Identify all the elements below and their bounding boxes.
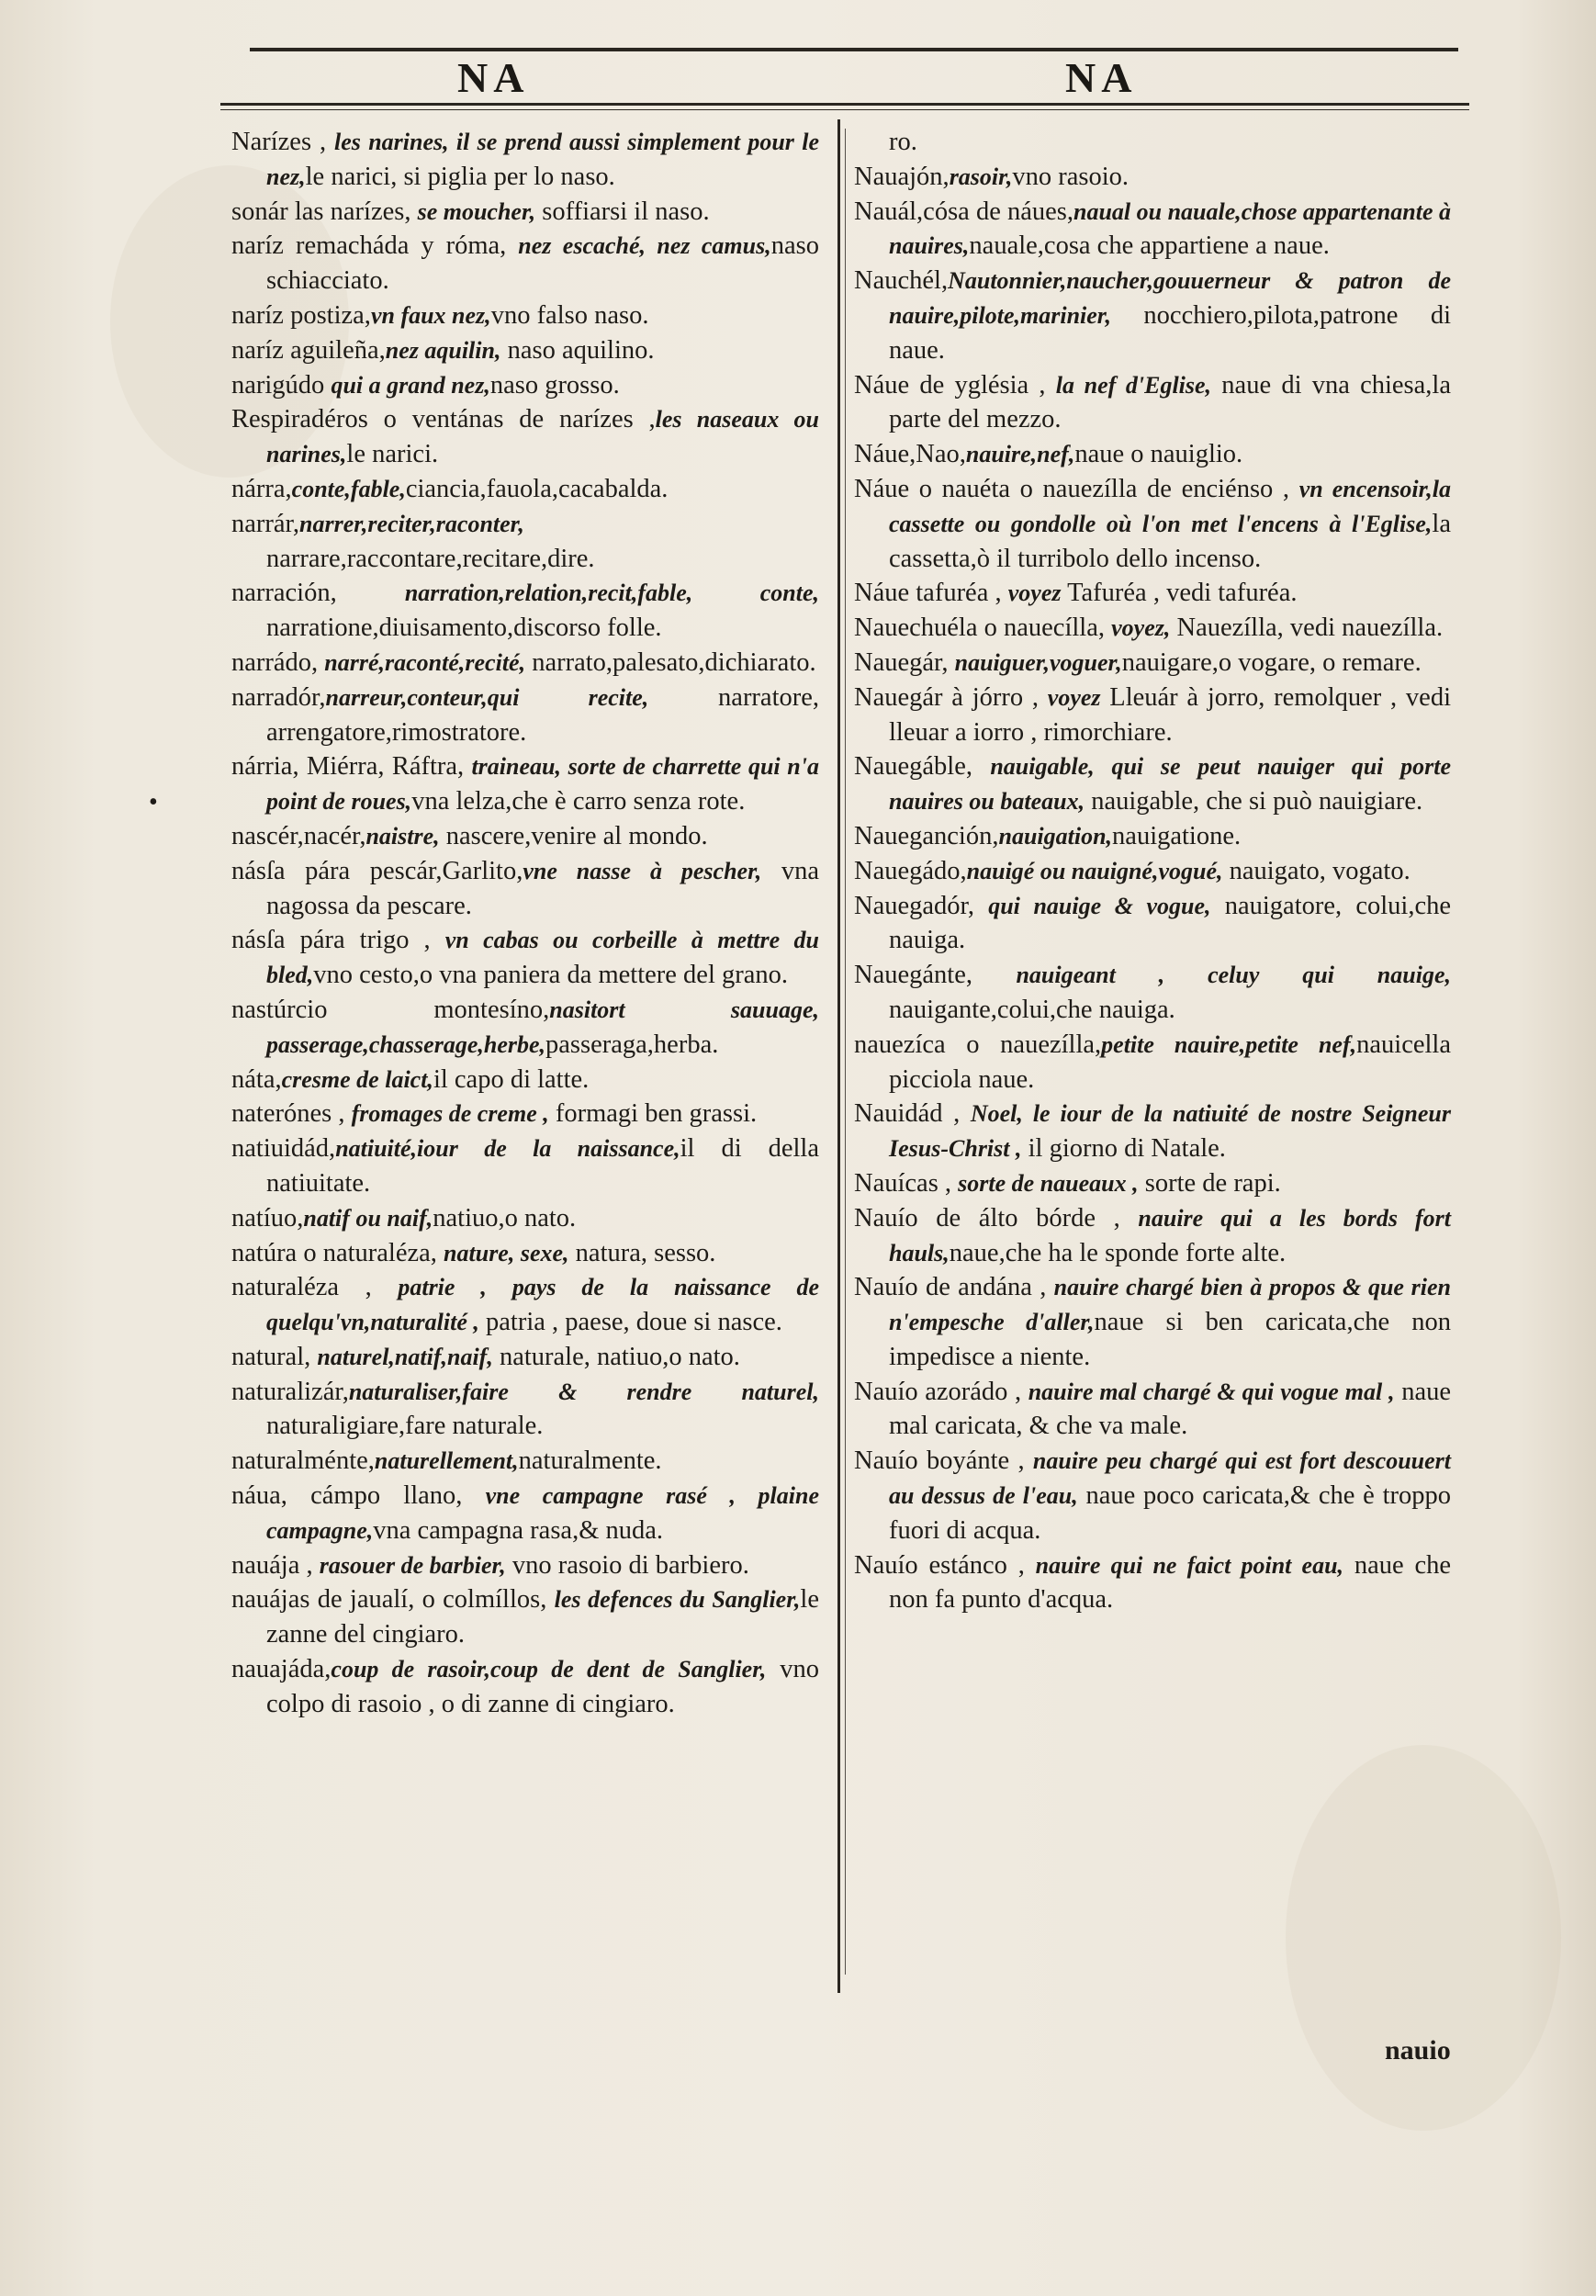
entry-italian-gloss: naso schiacciato. (266, 231, 819, 296)
entry-french-gloss: naturaliser,faire & rendre naturel, (348, 1378, 819, 1405)
dictionary-entry (231, 1652, 819, 1722)
entry-italian-gloss: naue poco caricata,& che è troppo fuori di acqua. (889, 1481, 1451, 1545)
entry-italian-gloss: nascere,venire al mondo. (439, 821, 708, 850)
dictionary-entry (854, 819, 1451, 854)
dictionary-entry (231, 819, 819, 854)
entry-french-gloss: natif ou naif, (303, 1204, 433, 1232)
entry-headword: Nauío de andána , (854, 1273, 1054, 1302)
entry-italian-gloss: nauigato, vogato. (1222, 856, 1411, 885)
dictionary-entry (854, 1270, 1451, 1374)
entry-headword: Nauío estánco , (854, 1550, 1036, 1580)
entry-italian-gloss: natura, sesso. (568, 1238, 716, 1267)
entry-french-gloss: fromages de creme , (351, 1100, 549, 1128)
entry-headword: Nauegadór, (854, 891, 989, 920)
dictionary-entry (231, 125, 819, 195)
entry-headword: náta, (231, 1064, 282, 1094)
dictionary-entry (854, 1548, 1451, 1618)
entry-french-gloss: qui a grand nez, (331, 371, 490, 399)
entry-headword: Nauchél, (854, 266, 949, 296)
entry-headword: Náue tafuréa , (854, 579, 1008, 608)
dictionary-entry (854, 1028, 1451, 1097)
entry-french-gloss: vn faux nez, (370, 301, 491, 329)
entry-italian-gloss: naue si ben caricata,che non impedisce a niente. (889, 1308, 1451, 1371)
entry-italian-gloss: nauigante,colui,che nauiga. (889, 995, 1175, 1024)
entry-headword: nauája , (231, 1550, 320, 1580)
entry-italian-gloss: le narici, si piglia per lo naso. (305, 162, 615, 191)
entry-headword: nascér,nacér, (231, 821, 366, 850)
entry-italian-gloss: naturaligiare,fare naturale. (266, 1412, 544, 1441)
entry-french-gloss: nauire mal chargé & qui vogue mal , (1028, 1378, 1395, 1405)
entry-french-gloss: nauigation, (998, 822, 1113, 850)
entry-italian-gloss: formagi ben grassi. (548, 1099, 758, 1129)
entry-french-gloss: la nef d'Eglise, (1055, 371, 1212, 399)
entry-french-gloss: vne campagne rasé , plaine campagne, (266, 1482, 819, 1544)
entry-headword: narrár, (231, 509, 300, 538)
entry-headword: Nauegár à jórro , (854, 682, 1048, 712)
entry-french-gloss: sorte de naueaux , (958, 1169, 1139, 1197)
dictionary-entry (231, 402, 819, 472)
dictionary-entry (231, 646, 819, 681)
entry-french-gloss: vn encensoir,la cassette ou gondolle où l'on met l'encens à l'Eglise, (889, 475, 1451, 537)
entry-french-gloss: les defences du Sanglier, (554, 1586, 801, 1614)
entry-italian-gloss: naso grosso. (489, 370, 620, 400)
dictionary-entry (231, 993, 819, 1063)
dictionary-entry (854, 889, 1451, 959)
entry-italian-gloss: Nauezílla, vedi nauezílla. (1170, 613, 1444, 643)
entry-french-gloss: narreur,conteur,qui recite, (325, 683, 649, 711)
dictionary-entry (854, 437, 1451, 472)
entry-french-gloss: nature, sexe, (444, 1239, 569, 1266)
dictionary-entry (854, 681, 1451, 750)
dictionary-entry (231, 681, 819, 750)
dictionary-entry (231, 749, 819, 819)
entry-french-gloss: les narines, il se prend aussi simplement pour le nez, (266, 129, 819, 190)
entry-headword: Nauío boyánte , (854, 1446, 1033, 1476)
entry-italian-gloss: il capo di latte. (433, 1064, 590, 1094)
dictionary-entry (231, 923, 819, 993)
running-head-right: NA (1065, 54, 1138, 101)
dictionary-entry (231, 298, 819, 333)
entry-french-gloss: voyez, (1111, 614, 1171, 642)
entry-french-gloss: naturellement, (374, 1447, 519, 1475)
entry-french-gloss: rasouer de barbier, (319, 1551, 506, 1579)
dictionary-entry (231, 472, 819, 507)
entry-italian-gloss: narrato,palesato,dichiarato. (525, 647, 816, 677)
dictionary-entry (231, 333, 819, 368)
entry-italian-gloss: passeraga,herba. (545, 1030, 719, 1059)
entry-headword: naterónes , (231, 1099, 352, 1129)
entry-headword: Nauícas , (854, 1168, 959, 1198)
entry-italian-gloss: natiuo,o nato. (433, 1203, 577, 1232)
header-rule-thin (220, 109, 1469, 110)
dictionary-entry (231, 1340, 819, 1375)
entry-italian-gloss: vno rasoio. (1012, 162, 1129, 191)
dictionary-entry (231, 1131, 819, 1201)
dictionary-entry (854, 611, 1451, 646)
dictionary-entry (231, 854, 819, 924)
entry-french-gloss: naistre, (365, 822, 440, 850)
entry-headword: naríz aguileña, (231, 335, 386, 365)
dictionary-entry (854, 854, 1451, 889)
dictionary-entry (231, 1479, 819, 1548)
running-head-left: NA (457, 54, 530, 101)
dictionary-entry (854, 1444, 1451, 1548)
entry-italian-gloss: vno falso naso. (490, 300, 649, 330)
entry-italian-gloss: sorte de rapi. (1138, 1168, 1281, 1198)
entry-french-gloss: nauire,nef, (965, 441, 1075, 468)
entry-french-gloss: narrer,reciter,raconter, (299, 510, 524, 537)
entry-italian-gloss: narrare,raccontare,recitare,dire. (266, 544, 595, 573)
entry-french-gloss: les naseaux ou narines, (266, 406, 819, 468)
entry-italian-gloss: vno rasoio di barbiero. (505, 1550, 749, 1580)
entry-french-gloss: nauigable, qui se peut nauiger qui porte nauires ou bateaux, (889, 753, 1451, 816)
dictionary-entry (231, 1548, 819, 1583)
entry-headword: Nauechuéla o nauecílla, (854, 613, 1112, 643)
entry-french-gloss: Nautonnier,naucher,gouuerneur & patron de nauire,pilote,marinier, (889, 267, 1451, 329)
entry-headword: nárria, Miérra, Ráftra, (231, 752, 472, 782)
dictionary-entry (854, 160, 1451, 195)
right-column (854, 125, 1451, 1617)
entry-italian-gloss: il di della natiuitate. (266, 1134, 819, 1198)
entry-headword: naríz postiza, (231, 300, 371, 330)
entry-headword: nárra, (231, 474, 292, 503)
entry-italian-gloss: vna campagna rasa,& nuda. (373, 1515, 664, 1545)
entry-french-gloss: nauire qui a les bords fort hauls, (889, 1204, 1451, 1266)
entry-headword: narrádo, (231, 647, 325, 677)
dictionary-entry (854, 195, 1451, 264)
dictionary-entry (231, 1375, 819, 1445)
entry-italian-gloss: vna lelza,che è carro senza rote. (411, 787, 746, 816)
dictionary-entry (854, 472, 1451, 576)
entry-italian-gloss: le narici. (346, 440, 439, 469)
entry-french-gloss: coup de rasoir,coup de dent de Sanglier, (331, 1656, 767, 1683)
entry-headword: nastúrcio montesíno, (231, 995, 550, 1024)
entry-french-gloss: voyez (1047, 683, 1101, 711)
entry-italian-gloss: narratione,diuisamento,discorso folle. (266, 613, 662, 643)
entry-headword: násſa pára pescár,Garlito, (231, 856, 523, 885)
entry-french-gloss: nez aquilin, (385, 336, 501, 364)
entry-headword: Nauegáble, (854, 752, 991, 782)
entry-headword: natúra o naturaléza, (231, 1238, 444, 1267)
paper-stain (1286, 1745, 1561, 2131)
dictionary-entry (231, 1236, 819, 1271)
dictionary-entry (854, 1166, 1451, 1201)
dictionary-entry (231, 576, 819, 646)
entry-headword: narración, (231, 579, 405, 608)
entry-italian-gloss: vno cesto,o vna paniera da mettere del grano. (313, 961, 789, 990)
entry-headword: Respiradéros o ventánas de narízes , (231, 405, 656, 434)
entry-french-gloss: Noel, le iour de la natiuité de nostre Seigneur Iesus-Christ , (889, 1100, 1451, 1163)
entry-headword: narigúdo (231, 370, 332, 400)
dictionary-entry (854, 958, 1451, 1028)
entry-french-gloss: nez escaché, nez camus, (518, 232, 771, 260)
entry-french-gloss: nauigé ou nauigné,vogué, (966, 857, 1223, 884)
catchword: nauio (1385, 2035, 1451, 2065)
entry-headword: Náue,Nao, (854, 440, 966, 469)
entry-italian-gloss: nocchiero,pilota,patrone di naue. (889, 300, 1451, 365)
entry-french-gloss: traineau, sorte de charrette qui n'a point de roues, (266, 753, 819, 816)
dictionary-entry (854, 749, 1451, 819)
column-divider-thin (845, 129, 846, 1975)
entry-french-gloss: naual ou nauale,chose appartenante à nauires, (889, 197, 1451, 260)
entry-headword: Naueganción, (854, 821, 999, 850)
entry-headword: sonár las narízes, (231, 197, 418, 226)
entry-french-gloss: conte,fable, (291, 475, 406, 502)
entry-french-gloss: nasitort sauuage, passerage,chasserage,herbe, (266, 996, 819, 1058)
entry-french-gloss: natiuité,iour de la naissance, (335, 1135, 680, 1163)
dictionary-entry (231, 1063, 819, 1097)
entry-italian-gloss: nauale,cosa che appartiene a naue. (969, 231, 1330, 261)
entry-headword: Nauío azorádo , (854, 1377, 1028, 1406)
dictionary-entry (231, 1201, 819, 1236)
entry-headword: násſa pára trigo , (231, 926, 445, 955)
dictionary-entry (231, 195, 819, 230)
entry-italian-gloss: nauicella picciola naue. (889, 1030, 1451, 1094)
dictionary-entry (231, 1582, 819, 1652)
entry-headword: nauajáda, (231, 1655, 332, 1684)
entry-french-gloss: vn cabas ou corbeille à mettre du bled, (266, 927, 819, 989)
entry-headword: Náue de yglésia , (854, 370, 1056, 400)
entry-italian-gloss: ciancia,fauola,cacabalda. (405, 474, 669, 503)
entry-italian-gloss: naue o nauiglio. (1074, 440, 1243, 469)
entry-french-gloss: nauire chargé bien à propos & que rien n'empesche d'aller, (889, 1274, 1451, 1336)
entry-italian-gloss: nauigatione. (1112, 821, 1242, 850)
dictionary-entry (231, 368, 819, 403)
entry-headword: naríz remacháda y róma, (231, 231, 519, 261)
entry-french-gloss: qui nauige & vogue, (988, 892, 1211, 919)
entry-headword: Nauál,cósa de náues, (854, 197, 1073, 226)
entry-french-gloss: rasoir, (949, 163, 1013, 190)
entry-headword: Náue o nauéta o nauezílla de enciénso , (854, 474, 1299, 503)
entry-headword: Nauidád , (854, 1099, 971, 1129)
entry-italian-gloss: naue di vna chiesa,la parte del mezzo. (889, 370, 1451, 434)
entry-italian-gloss: Lleuár à jorro, remolquer , vedi lleuar a iorro , rimorchiare. (889, 682, 1451, 747)
margin-marker: • (149, 788, 158, 816)
entry-headword: Nauío de álto bórde , (854, 1203, 1139, 1232)
entry-headword: naturalménte, (231, 1446, 375, 1476)
entry-headword: Nauegánte, (854, 961, 1017, 990)
entry-headword: natiuidád, (231, 1134, 336, 1164)
entry-italian-gloss: naturale, natiuo,o nato. (492, 1342, 740, 1371)
entry-headword: naturalizár, (231, 1377, 349, 1406)
entry-italian-gloss: vno colpo di rasoio , o di zanne di cingiaro. (266, 1655, 819, 1718)
dictionary-entry (854, 1375, 1451, 1445)
entry-italian-gloss: Tafuréa , vedi tafuréa. (1061, 579, 1298, 608)
dictionary-entry (854, 576, 1451, 611)
entry-french-gloss: voyez (1007, 580, 1062, 607)
top-rule (250, 48, 1458, 51)
entry-headword: narradór, (231, 682, 326, 712)
entry-italian-gloss: naue che non fa punto d'acqua. (889, 1550, 1451, 1615)
entry-italian-gloss: la cassetta,ò il turribolo dello incenso. (889, 509, 1451, 573)
continuation-fragment: ro. (889, 128, 917, 156)
entry-french-gloss: naturel,natif,naif, (317, 1343, 493, 1370)
dictionary-entry (231, 1097, 819, 1131)
dictionary-entry (854, 368, 1451, 438)
entry-french-gloss: nauire peu chargé qui est fort descouuert au dessus de l'eau, (889, 1447, 1451, 1510)
entry-french-gloss: narration,relation,recit,fable, conte, (404, 580, 819, 607)
dictionary-entry (231, 507, 819, 577)
entry-french-gloss: narré,raconté,recité, (324, 648, 526, 676)
entry-headword: nauezíca o nauezílla, (854, 1030, 1102, 1059)
entry-french-gloss: nauiguer,voguer, (954, 648, 1122, 676)
entry-italian-gloss: le zanne del cingiaro. (266, 1585, 819, 1649)
entry-headword: Nauegár, (854, 647, 955, 677)
entry-italian-gloss: naue,che ha le sponde forte alte. (949, 1238, 1287, 1267)
dictionary-entry (231, 229, 819, 298)
entry-french-gloss: cresme de laict, (281, 1065, 433, 1093)
entry-headword: natíuo, (231, 1203, 304, 1232)
dictionary-entry (854, 1201, 1451, 1271)
dictionary-entry (854, 264, 1451, 367)
entry-italian-gloss: patria , paese, doue si nasce. (478, 1308, 782, 1337)
entry-italian-gloss: naso aquilino. (500, 335, 655, 365)
entry-headword: Narízes , (231, 128, 335, 156)
entry-headword: Nauajón, (854, 162, 950, 191)
entry-french-gloss: patrie , pays de la naissance de quelqu'vn,naturalité , (266, 1274, 820, 1336)
dictionary-entry (854, 646, 1451, 681)
entry-french-gloss: se moucher, (417, 197, 536, 225)
entry-italian-gloss: naturalmente. (518, 1446, 662, 1476)
dictionary-entry (854, 1097, 1451, 1166)
entry-french-gloss: petite nauire,petite nef, (1101, 1030, 1357, 1058)
entry-italian-gloss: narratore, arrengatore,rimostratore. (266, 682, 820, 747)
entry-headword: náua, cámpo llano, (231, 1481, 486, 1511)
entry-italian-gloss: nauigare,o vogare, o remare. (1121, 647, 1422, 677)
entry-italian-gloss: naue mal caricata, & che va male. (889, 1377, 1451, 1441)
entry-italian-gloss: vna nagossa da pescare. (266, 856, 819, 920)
column-divider (837, 119, 840, 1993)
dictionary-entry (231, 1444, 819, 1479)
entry-headword: natural, (231, 1342, 318, 1371)
entry-italian-gloss: soffiarsi il naso. (535, 197, 710, 226)
entry-headword: Nauegádo, (854, 856, 967, 885)
entry-french-gloss: nauire qui ne faict point eau, (1035, 1551, 1344, 1579)
entry-french-gloss: nauigeant , celuy qui nauige, (1016, 962, 1451, 989)
dictionary-entry (231, 1270, 819, 1340)
left-column (231, 125, 819, 1722)
entry-italian-gloss: il giorno di Natale. (1021, 1134, 1226, 1164)
entry-italian-gloss: nauigatore, colui,che nauiga. (889, 891, 1451, 955)
entry-italian-gloss: nauigable, che si può nauigiare. (1085, 787, 1423, 816)
entry-headword: nauájas de jaualí, o colmíllos, (231, 1585, 555, 1615)
entry-french-gloss: vne nasse à pescher, (523, 857, 762, 884)
header-rule (220, 103, 1469, 106)
entry-headword: naturaléza , (231, 1273, 399, 1302)
